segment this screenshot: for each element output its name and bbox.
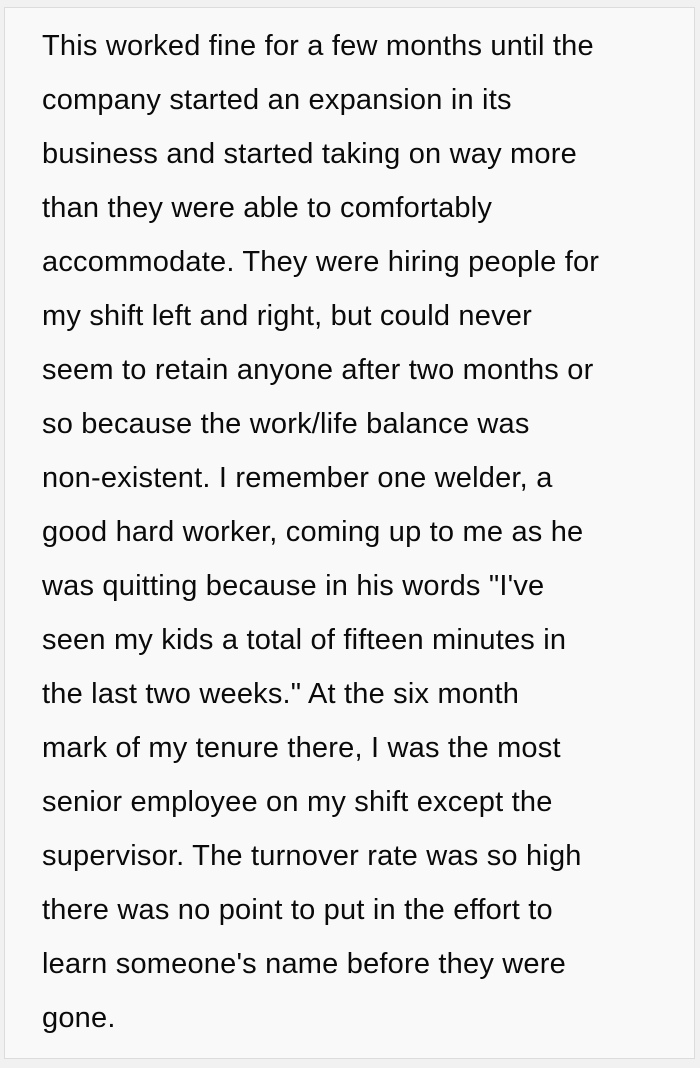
- post-text-line: This worked fine for a few months until the: [42, 30, 594, 62]
- post-text-line: my shift left and right, but could never: [42, 300, 532, 332]
- post-text-line: was quitting because in his words "I've: [42, 570, 545, 602]
- post-text-line: than they were able to comfortably: [42, 192, 493, 224]
- post-text-line: accommodate. They were hiring people for: [42, 246, 600, 278]
- post-text-line: mark of my tenure there, I was the most: [42, 732, 561, 764]
- post-text-line: the last two weeks." At the six month: [42, 678, 520, 710]
- post-text-line: gone.: [42, 1002, 116, 1034]
- post-text-line: supervisor. The turnover rate was so high: [42, 840, 582, 872]
- post-text-line: so because the work/life balance was: [42, 408, 530, 440]
- post-text-line: senior employee on my shift except the: [42, 786, 553, 818]
- post-text-line: seen my kids a total of fifteen minutes in: [42, 624, 567, 656]
- post-text-line: non-existent. I remember one welder, a: [42, 462, 553, 494]
- post-text-block: [42, 19, 674, 1045]
- post-text-line: learn someone's name before they were: [42, 948, 566, 980]
- post-text-line: company started an expansion in its: [42, 84, 512, 116]
- post-card: [4, 7, 695, 1059]
- post-text-line: seem to retain anyone after two months or: [42, 354, 594, 386]
- post-text-line: there was no point to put in the effort to: [42, 894, 553, 926]
- post-text-line: business and started taking on way more: [42, 138, 577, 170]
- post-text-line: good hard worker, coming up to me as he: [42, 516, 584, 548]
